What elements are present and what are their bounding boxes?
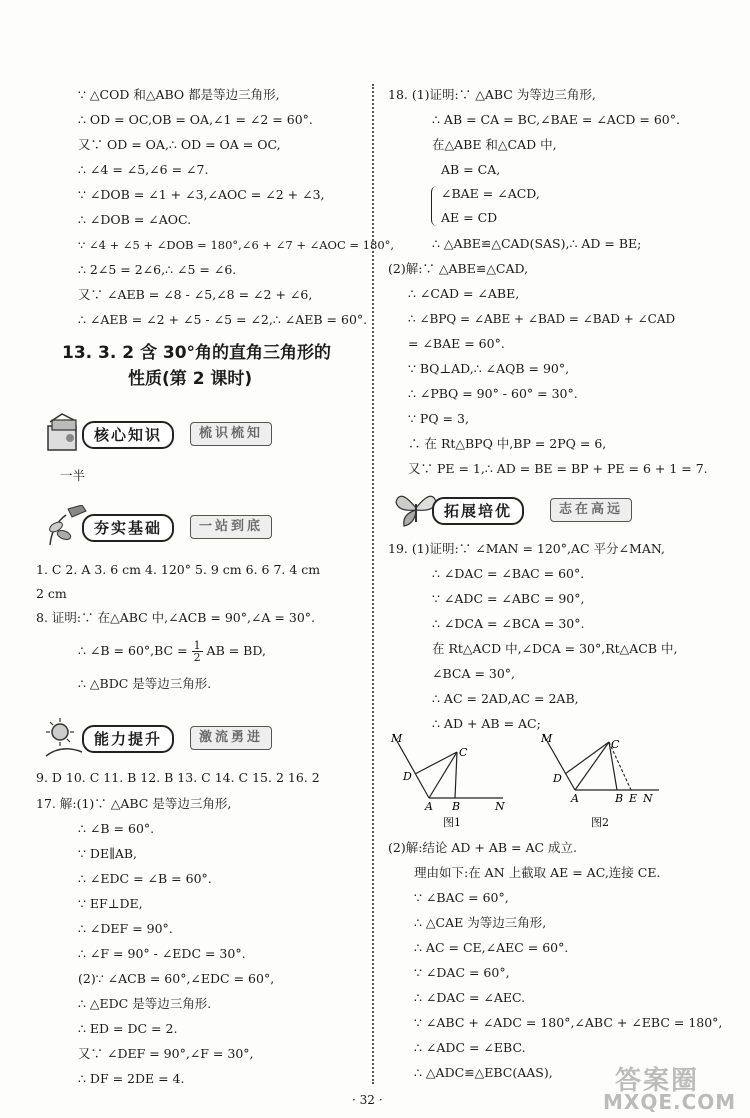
text-line: AE = CD bbox=[441, 210, 498, 225]
banner-tag: 能力提升 bbox=[82, 725, 174, 753]
banner-core-knowledge bbox=[42, 412, 342, 454]
text-line: ∴ AD + AB = AC; bbox=[432, 716, 541, 731]
geometry-figure-2 bbox=[535, 728, 665, 828]
column-divider bbox=[372, 84, 374, 1084]
fig-point-label: D bbox=[553, 772, 562, 785]
banner-tag: 拓展培优 bbox=[432, 497, 524, 525]
text-line: ∴ ∠B = 60°. bbox=[78, 821, 155, 836]
fig-point-label: M bbox=[391, 732, 403, 745]
text-line: ∵ ∠BAC = 60°, bbox=[414, 890, 509, 905]
banner-sub: 一站到底 bbox=[190, 515, 272, 539]
text-line: ∴ ∠DCA = ∠BCA = 30°. bbox=[432, 616, 585, 631]
text-line: ∴ ∠4 = ∠5,∠6 = ∠7. bbox=[78, 162, 209, 177]
section-subtitle: 性质(第 2 课时) bbox=[128, 369, 253, 389]
text-line: ∴ △BDC 是等边三角形. bbox=[78, 676, 212, 691]
text-line: ∴ ∠ADC = ∠EBC. bbox=[414, 1040, 526, 1055]
text-line: 19. (1)证明:∵ ∠MAN = 120°,AC 平分∠MAN, bbox=[388, 541, 665, 556]
banner-basics bbox=[42, 505, 342, 547]
text-line: 又∵ OD = OA,∴ OD = OA = OC, bbox=[78, 137, 281, 152]
text-line: ∴ DF = 2DE = 4. bbox=[78, 1071, 185, 1086]
fraction-numerator: 1 bbox=[193, 639, 201, 652]
text-fragment: ∴ ∠B = 60°,BC = bbox=[78, 643, 188, 658]
banner-sub: 志在高远 bbox=[550, 498, 632, 522]
banner-sub: 梳识梳知 bbox=[190, 422, 272, 446]
text-line: 18. (1)证明:∵ △ABC 为等边三角形, bbox=[388, 87, 596, 102]
text-line: (2)解:∵ △ABE≌△CAD, bbox=[388, 261, 529, 276]
text-line: 8. 证明:∵ 在△ABC 中,∠ACB = 90°,∠A = 30°. bbox=[36, 610, 316, 625]
text-line: 在△ABE 和△CAD 中, bbox=[432, 137, 557, 152]
fig-point-label: B bbox=[452, 800, 461, 813]
banner-tag: 核心知识 bbox=[82, 421, 174, 449]
fig-point-label: E bbox=[629, 792, 638, 805]
fig-point-label: N bbox=[495, 800, 505, 813]
text-line: ∵ △COD 和△ABO 都是等边三角形, bbox=[78, 87, 280, 102]
text-line: ∴ △ADC≌△EBC(AAS), bbox=[414, 1065, 553, 1080]
text-line: ∠BCA = 30°, bbox=[432, 666, 516, 681]
watermark-text: MXQE.COM bbox=[603, 1090, 737, 1114]
figure-caption: 图2 bbox=[591, 816, 609, 828]
text-line: ∴ △ABE≌△CAD(SAS),∴ AD = BE; bbox=[432, 236, 642, 251]
text-line: ∵ ∠ABC + ∠ADC = 180°,∠ABC + ∠EBC = 180°, bbox=[414, 1015, 723, 1030]
text-line: ∵ BQ⊥AD,∴ ∠AQB = 90°, bbox=[408, 361, 570, 376]
text-line: ∴ ∠DAC = ∠BAC = 60°. bbox=[432, 566, 585, 581]
text-line: ∴ OD = OC,OB = OA,∠1 = ∠2 = 60°. bbox=[78, 112, 313, 127]
text-line: ∴ ∠DEF = 90°. bbox=[78, 921, 173, 936]
text-line: ∴ ∠CAD = ∠ABE, bbox=[408, 286, 520, 301]
text-line: ∴ ED = DC = 2. bbox=[78, 1021, 178, 1036]
fig-point-label: C bbox=[611, 738, 620, 751]
geometry-figure-1 bbox=[385, 728, 515, 828]
text-line: ∴ AB = CA = BC,∠BAE = ∠ACD = 60°. bbox=[432, 112, 680, 127]
text-line: (2)∵ ∠ACB = 60°,∠EDC = 60°, bbox=[78, 971, 275, 986]
banner-sub: 激流勇进 bbox=[190, 726, 272, 750]
text-line: ∵ PQ = 3, bbox=[408, 411, 469, 426]
fig-point-label: C bbox=[459, 746, 468, 759]
text-line: ∵ ∠ADC = ∠ABC = 90°, bbox=[432, 591, 585, 606]
banner-tag: 夯实基础 bbox=[82, 514, 174, 542]
text-line: ∵ EF⊥DE, bbox=[78, 896, 143, 911]
text-line bbox=[78, 640, 266, 663]
text-line: 又∵ PE = 1,∴ AD = BE = BP + PE = 6 + 1 = 7. bbox=[408, 461, 708, 476]
banner-ability bbox=[42, 716, 342, 758]
fig-point-label: M bbox=[541, 732, 553, 745]
fraction bbox=[192, 640, 203, 663]
text-line: ∵ DE∥AB, bbox=[78, 846, 138, 861]
text-line: ∴ ∠PBQ = 90° - 60° = 30°. bbox=[408, 386, 578, 401]
text-line: = ∠BAE = 60°. bbox=[408, 336, 505, 351]
text-line: 在 Rt△ACD 中,∠DCA = 30°,Rt△ACB 中, bbox=[432, 641, 678, 656]
text-line: ∴ AC = CE,∠AEC = 60°. bbox=[414, 940, 569, 955]
text-fragment: AB = BD, bbox=[206, 643, 266, 658]
text-line: ∵ ∠DOB = ∠1 + ∠3,∠AOC = ∠2 + ∠3, bbox=[78, 187, 325, 202]
watermark-text: 答案圈 bbox=[615, 1066, 700, 1096]
section-title: 13. 3. 2 含 30°角的直角三角形的 bbox=[62, 343, 332, 363]
text-line: ∵ ∠4 + ∠5 + ∠DOB = 180°,∠6 + ∠7 + ∠AOC = 180°, bbox=[78, 238, 395, 252]
fig-point-label: B bbox=[615, 792, 624, 805]
watermark-logo bbox=[595, 1060, 745, 1116]
fig-point-label: A bbox=[425, 800, 433, 813]
text-line: ∴ △EDC 是等边三角形. bbox=[78, 996, 212, 1011]
figure-caption: 图1 bbox=[443, 816, 461, 828]
text-line: 17. 解:(1)∵ △ABC 是等边三角形, bbox=[36, 796, 232, 811]
text-line: ∴ 2∠5 = 2∠6,∴ ∠5 = ∠6. bbox=[78, 262, 237, 277]
text-line: ∴ ∠AEB = ∠2 + ∠5 - ∠5 = ∠2,∴ ∠AEB = 60°. bbox=[78, 312, 368, 327]
text-line: ∴ ∠BPQ = ∠ABE + ∠BAD = ∠BAD + ∠CAD bbox=[408, 312, 676, 326]
text-line: 又∵ ∠DEF = 90°,∠F = 30°, bbox=[78, 1046, 254, 1061]
text-line: ∴ 在 Rt△BPQ 中,BP = 2PQ = 6, bbox=[408, 436, 607, 451]
fig-point-label: A bbox=[571, 792, 579, 805]
text-line: ∴ AC = 2AD,AC = 2AB, bbox=[432, 691, 579, 706]
text-line: ∴ ∠DOB = ∠AOC. bbox=[78, 212, 192, 227]
text-line: 又∵ ∠AEB = ∠8 - ∠5,∠8 = ∠2 + ∠6, bbox=[78, 287, 313, 302]
text-line: 理由如下:在 AN 上截取 AE = AC,连接 CE. bbox=[414, 865, 661, 880]
answer-line: 9. D 10. C 11. B 12. B 13. C 14. C 15. 2 16. 2 bbox=[36, 770, 320, 785]
text-line: ∴ ∠DAC = ∠AEC. bbox=[414, 990, 526, 1005]
text-line: (2)解:结论 AD + AB = AC 成立. bbox=[388, 840, 578, 855]
text-line: ∴ ∠F = 90° - ∠EDC = 30°. bbox=[78, 946, 246, 961]
fraction-denominator: 2 bbox=[193, 651, 201, 664]
fig-point-label: N bbox=[643, 792, 653, 805]
page-number: · 32 · bbox=[352, 1093, 383, 1107]
banner-expand bbox=[392, 488, 722, 530]
text-line: AB = CA, bbox=[441, 162, 501, 177]
answer-line: 1. C 2. A 3. 6 cm 4. 120° 5. 9 cm 6. 6 7. 4 cm bbox=[36, 562, 321, 577]
answer-line: 一半 bbox=[60, 468, 86, 483]
text-line: ∠BAE = ∠ACD, bbox=[441, 186, 540, 201]
fig-point-label: D bbox=[403, 770, 412, 783]
text-line: ∴ ∠EDC = ∠B = 60°. bbox=[78, 871, 212, 886]
text-line: ∵ ∠DAC = 60°, bbox=[414, 965, 510, 980]
answer-line: 2 cm bbox=[36, 586, 67, 601]
text-line: ∴ △CAE 为等边三角形, bbox=[414, 915, 547, 930]
